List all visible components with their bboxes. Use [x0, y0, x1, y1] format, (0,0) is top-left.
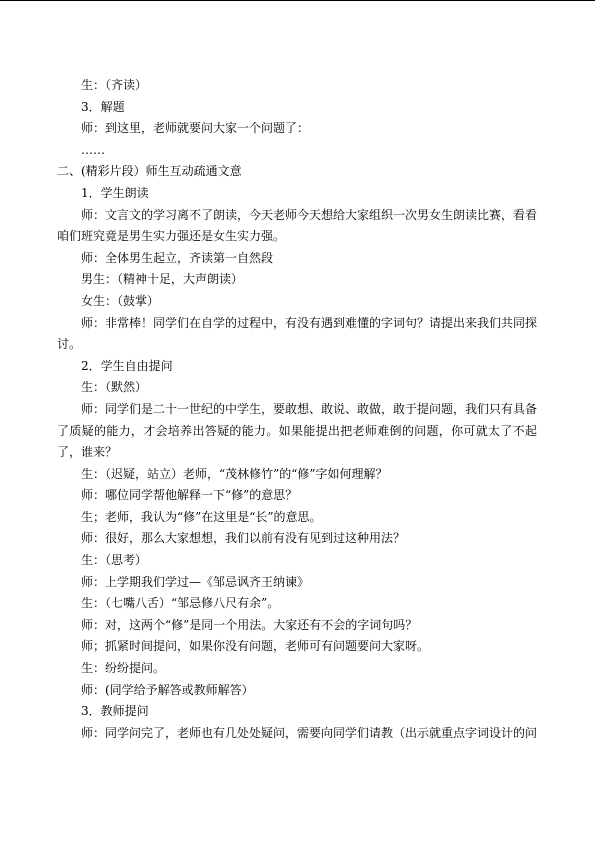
- paragraph: 师：上学期我们学过—《邹忌讽齐王纳谏》: [81, 574, 310, 589]
- paragraph: 师：对，这两个“修”是同一个用法。大家还有不会的字词句吗？: [81, 617, 418, 632]
- section-subheading: 3．教师提问: [81, 704, 149, 719]
- paragraph: 师：同学问完了，老师也有几处处疑问，需要向同学们请教（出示就重点字词设计的问: [81, 725, 538, 740]
- paragraph: 师：全体男生起立，齐读第一自然段: [81, 250, 274, 265]
- section-subheading: 1．学生朗读: [81, 185, 149, 200]
- paragraph: 生：（迟疑，站立）老师，“茂林修竹”的“修”字如何理解？: [81, 466, 388, 481]
- paragraph: 女生：（鼓掌）: [81, 293, 160, 308]
- paragraph: 师：文言文的学习离不了朗读，今天老师今天想给大家组织一次男女生朗读比赛，看看咱们班究竟是男生实力强还是女生实力强。: [57, 207, 538, 244]
- paragraph: 师：同学们是二十一世纪的中学生，要敢想、敢说、敢做，敢于提问题，我们只有具备了质疑的能力，才会培养出答疑的能力。如果能提出把老师难倒的问题，你可就太了不起了，谁来？: [57, 401, 538, 460]
- section-heading: 二、(精彩片段）师生互动疏通文意: [57, 164, 242, 179]
- section-subheading: 2．学生自由提问: [81, 358, 173, 373]
- paragraph: 师：哪位同学帮他解释一下“修”的意思？: [81, 488, 298, 503]
- paragraph: 生：（默然）: [81, 380, 148, 395]
- paragraph: 师；抓紧时间提问，如果你没有问题，老师可有问题要问大家呀。: [81, 639, 430, 654]
- ellipsis-line: ……: [81, 142, 105, 157]
- paragraph: 师：(同学给予解答或教师解答）: [81, 682, 254, 697]
- paragraph: 生：（七嘴八舌）“邹忌修八尺有余”。: [81, 596, 280, 611]
- paragraph: 师：到这里，老师就要问大家一个问题了：: [81, 121, 310, 136]
- paragraph: 生；老师，我认为“修”在这里是“长”的意思。: [81, 509, 322, 524]
- section-subheading: 3．解题: [81, 99, 125, 114]
- paragraph: 生：纷纷提问。: [81, 661, 166, 676]
- paragraph: 男生：（精神十足，大声朗读）: [81, 272, 244, 287]
- document-body: [57, 75, 537, 744]
- paragraph: 生：（思考）: [81, 553, 148, 568]
- paragraph: 师：很好，那么大家想想，我们以前有没有见到过这种用法？: [81, 531, 406, 546]
- paragraph: 师：非常棒！同学们在自学的过程中，有没有遇到难懂的字词句？请提出来我们共同探讨。: [57, 315, 538, 352]
- paragraph: 生：（齐读）: [81, 78, 148, 92]
- page-top-border: [0, 0, 595, 1]
